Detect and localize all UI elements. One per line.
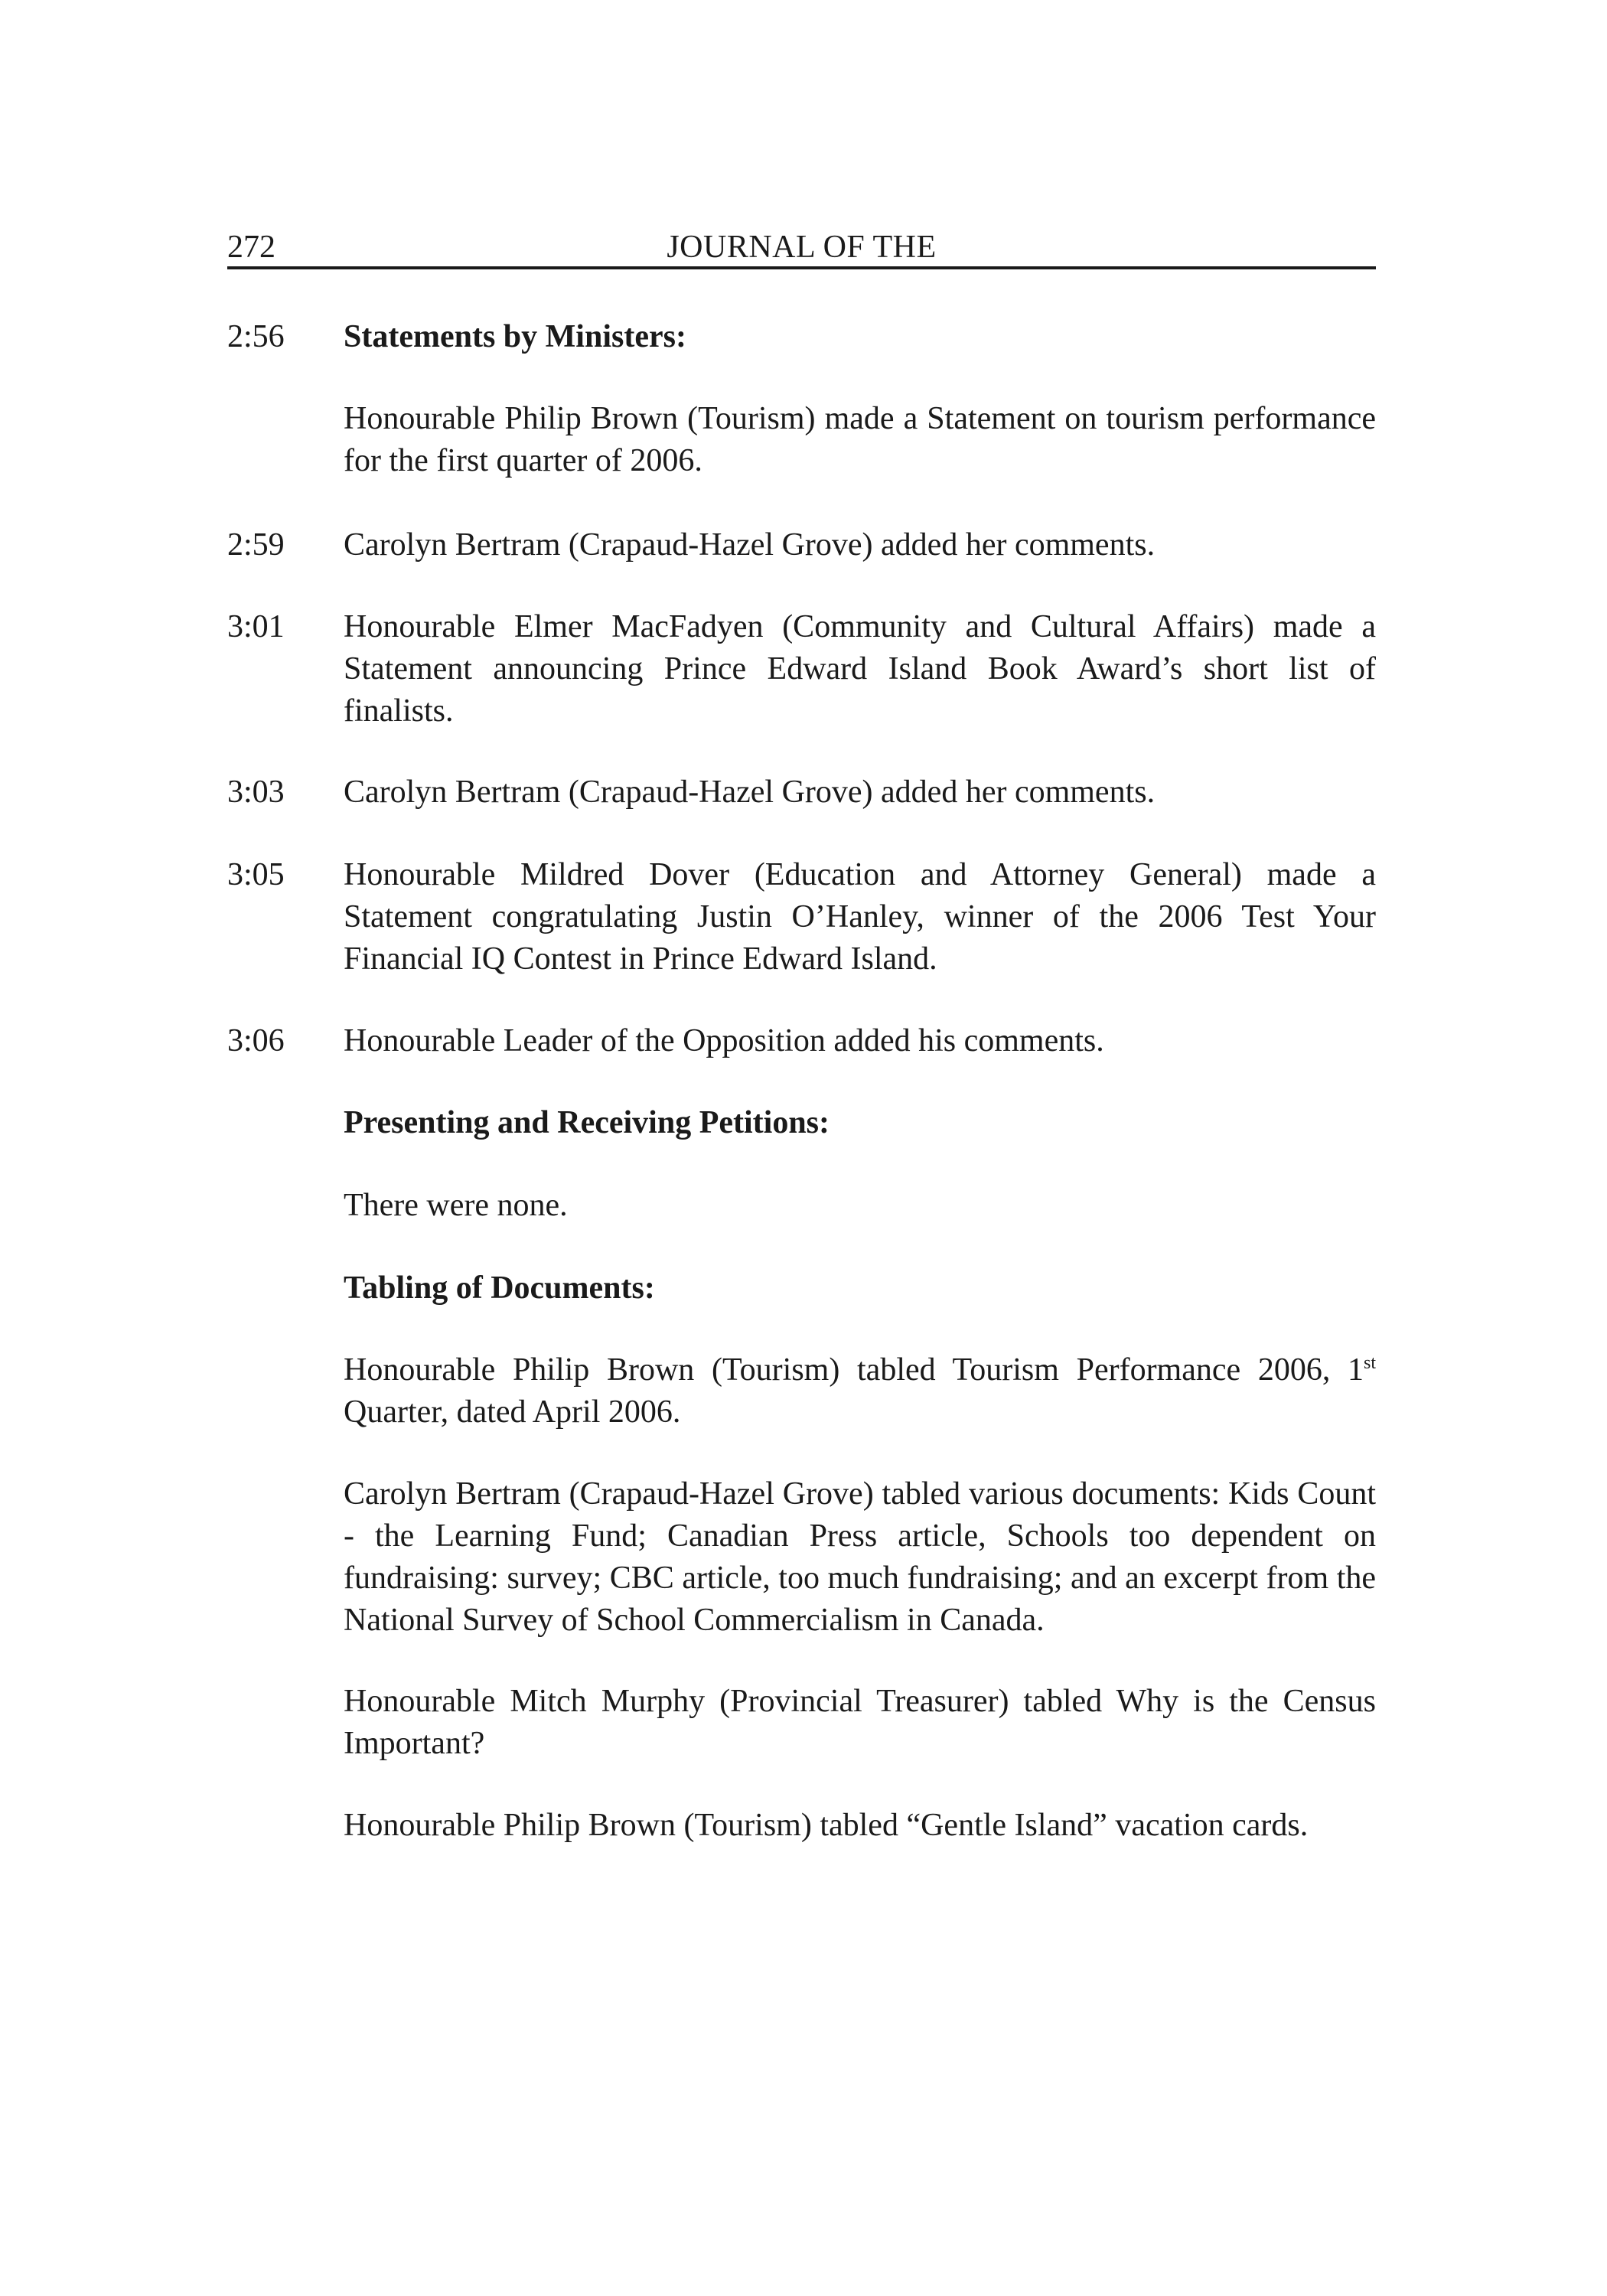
entry-time: 3:01 <box>227 609 285 644</box>
entry-time: 3:05 <box>227 857 285 892</box>
entry-text: Honourable Mitch Murphy (Provincial Treasurer) tabled Why is the Census Important? <box>344 1684 1376 1761</box>
entry-text-part: Quarter, dated April 2006. <box>344 1394 681 1430</box>
running-title: JOURNAL OF THE <box>667 230 937 265</box>
entry-text: Carolyn Bertram (Crapaud-Hazel Grove) tabled various documents: Kids Count - the Learning Fund; Canadian Press article, Schools too dependent on fundraising: survey; CBC article, too much fundraising; and an excerpt from the National Survey of School Commercialism in Canada. <box>344 1476 1376 1638</box>
entry-time: 3:06 <box>227 1023 285 1058</box>
entry-text <box>344 1349 1376 1433</box>
header-rule <box>227 266 1376 269</box>
entry-text: There were none. <box>344 1188 568 1223</box>
page-header <box>227 226 1376 269</box>
entry-time: 3:03 <box>227 775 285 810</box>
entry-time: 2:59 <box>227 527 285 563</box>
entry-time: 2:56 <box>227 319 285 354</box>
section-heading-petitions: Presenting and Receiving Petitions: <box>344 1105 830 1140</box>
entry-text: Honourable Philip Brown (Tourism) made a Statement on tourism performance for the first quarter of 2006. <box>344 401 1376 478</box>
section-heading-statements: Statements by Ministers: <box>344 319 686 354</box>
ordinal-superscript: st <box>1363 1353 1376 1373</box>
entry-text-part: Honourable Philip Brown (Tourism) tabled Tourism Performance 2006, 1 <box>344 1352 1364 1388</box>
entry-text: Honourable Elmer MacFadyen (Community and Cultural Affairs) made a Statement announcing Prince Edward Island Book Award’s short list of finalists. <box>344 609 1376 729</box>
entry-text: Carolyn Bertram (Crapaud-Hazel Grove) added her comments. <box>344 527 1156 563</box>
entry-text: Honourable Mildred Dover (Education and Attorney General) made a Statement congratulating Justin O’Hanley, winner of the 2006 Test Your Financial IQ Contest in Prince Edward Island. <box>344 857 1376 977</box>
entry-text: Carolyn Bertram (Crapaud-Hazel Grove) added her comments. <box>344 775 1156 810</box>
section-heading-tabling: Tabling of Documents: <box>344 1270 655 1306</box>
entry-text: Honourable Philip Brown (Tourism) tabled “Gentle Island” vacation cards. <box>344 1808 1309 1843</box>
entry-text: Honourable Leader of the Opposition added his comments. <box>344 1023 1104 1058</box>
page-number: 272 <box>227 230 275 265</box>
